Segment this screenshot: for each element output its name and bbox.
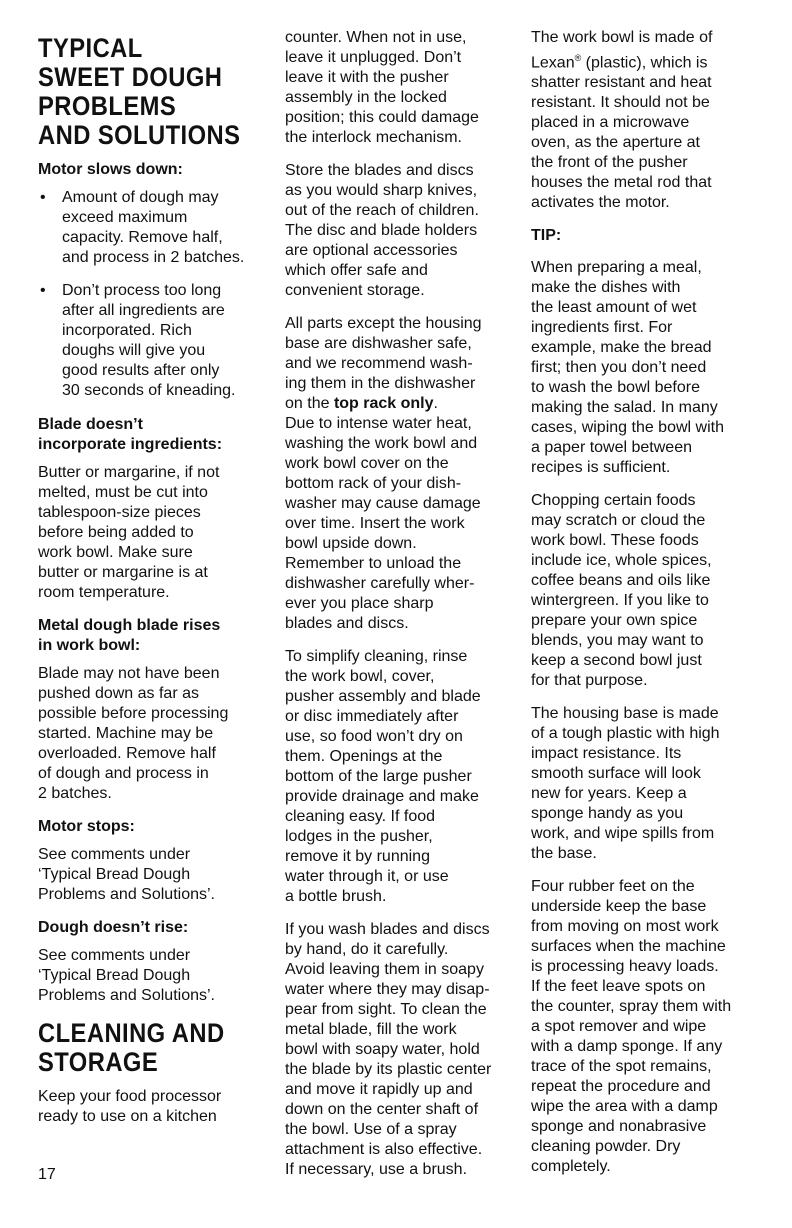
paragraph-rubber-feet: Four rubber feet on the underside keep the base from moving on most work surfaces when the machine is processing heavy loads. If the feet leave spots on the counter, spray them with a spot remover and wipe with a damp sponge. If any trace of the spot remains, repeat the procedure and wipe the area with a damp sponge and nonabrasive cleaning powder. Dry completely. — [531, 878, 732, 1176]
paragraph-keep: Keep your food processor ready to use on a kitchen — [38, 1088, 222, 1125]
section-title-sweet-dough: TYPICAL SWEET DOUGH PROBLEMS AND SOLUTIONS — [38, 33, 241, 150]
heading-motor-stops: Motor stops: — [38, 818, 135, 835]
paragraph-motor-stops: See comments under ‘Typical Bread Dough Problems and Solutions’. — [38, 846, 215, 903]
paragraph-hand-wash: If you wash blades and discs by hand, do it carefully. Avoid leaving them in soapy water where they may disap- pear from sight. To clean the metal blade, fill the work bowl with soapy water, hold the blade by its plastic center and move it rapidly up and down on the center shaft of the bowl. Use of a spray attachment is also effective. If necessary, use a brush. — [285, 921, 492, 1178]
paragraph-housing-base: The housing base is made of a tough plastic with high impact resistance. Its smooth surface will look new for years. Keep a sponge handy as you work, and wipe spills from the base. — [531, 705, 720, 863]
column-1 — [38, 28, 268, 1127]
paragraph-work-bowl — [531, 28, 771, 213]
paragraph-counter: counter. When not in use, leave it unplugged. Don’t leave it with the pusher assembly in the locked position; this could damage the interlock mechanism. — [285, 29, 479, 146]
list-item: • Amount of dough may exceed maximum capacity. Remove half, and process in 2 batches. — [38, 188, 268, 268]
column-2 — [285, 28, 515, 1193]
paragraph-metal-blade: Blade may not have been pushed down as far as possible before processing started. Machine may be overloaded. Remove half of dough and process in 2 batches. — [38, 665, 229, 802]
paragraph-dishwasher — [285, 314, 515, 634]
paragraph-dough-rise: See comments under ‘Typical Bread Dough Problems and Solutions’. — [38, 947, 215, 1004]
paragraph-rinse: To simplify cleaning, rinse the work bowl, cover, pusher assembly and blade or disc immediately after use, so food won’t dry on them. Openings at the bottom of the large pusher provide drainage and make cleaning easy. If food lodges in the pusher, remove it by running water through it, or use a bottle brush. — [285, 648, 481, 905]
heading-blade-incorporate: Blade doesn’t incorporate ingredients: — [38, 416, 223, 453]
paragraph-tip: When preparing a meal, make the dishes with the least amount of wet ingredients first. For example, make the bread first; then you don’t need to wash the bowl before making the salad. In many cases, wiping the bowl with a paper towel between recipes is sufficient. — [531, 259, 724, 477]
column-3 — [531, 28, 771, 1190]
page-number: 17 — [38, 1166, 56, 1183]
heading-motor-slows: Motor slows down: — [38, 161, 183, 178]
motor-slows-list — [38, 188, 268, 401]
section-title-cleaning: CLEANING AND STORAGE — [38, 1018, 225, 1077]
text-span: The work bowl is made of Lexan — [531, 29, 713, 72]
list-item: • Don’t process too long after all ingredients are incorporated. Rich doughs will give you good results after only 30 seconds of kneading. — [38, 281, 268, 401]
registered-mark: ® — [574, 53, 582, 63]
heading-dough-rise: Dough doesn’t rise: — [38, 919, 189, 936]
text-span: . Due to intense water heat, washing the work bowl and work bowl cover on the bottom rack of your dish- washer may cause damage over time. Insert the work bowl upside down. Remember to unload the dishwasher carefully wher- ever you place sharp blades and discs. — [285, 395, 481, 632]
text-span: All parts except the housing base are dishwasher safe, and we recommend wash- ing them in the dishwasher on the — [285, 315, 482, 412]
heading-tip: TIP: — [531, 227, 562, 245]
paragraph-blade: Butter or margarine, if not melted, must be cut into tablespoon-size pieces before being added to work bowl. Make sure butter or margarine is at room temperature. — [38, 464, 220, 601]
paragraph-chopping: Chopping certain foods may scratch or cloud the work bowl. These foods include ice, whole spices, coffee beans and oils like wintergreen. If you like to prepare your own spice blends, you may want to keep a second bowl just for that purpose. — [531, 492, 712, 690]
text-span: (plastic), which is shatter resistant and heat resistant. It should not be placed in a microwave oven, as the aperture at the front of the pusher houses the metal rod that activates the motor. — [531, 54, 712, 212]
heading-metal-blade-rises: Metal dough blade rises in work bowl: — [38, 617, 221, 654]
paragraph-store-blades: Store the blades and discs as you would sharp knives, out of the reach of children. The disc and blade holders are optional accessories which offer safe and convenient storage. — [285, 162, 479, 299]
emphasis-top-rack: top rack only — [333, 395, 434, 412]
